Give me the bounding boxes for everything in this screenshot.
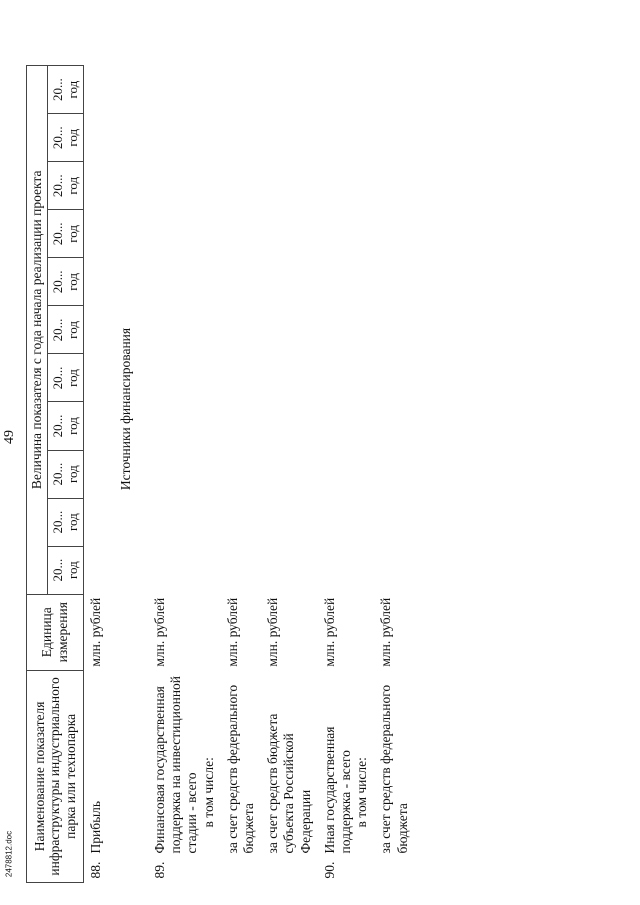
header-year: 20... год xyxy=(47,66,83,114)
row-number: 89. xyxy=(152,861,168,879)
row-name xyxy=(148,670,221,856)
header-year: 20... год xyxy=(47,402,83,450)
header-year: 20... год xyxy=(47,498,83,546)
row-name: Прибыль xyxy=(87,800,103,854)
row-number: 90. xyxy=(321,861,337,879)
row-name-text: Финансовая государственная поддержка на инвестиционной стадии - всего xyxy=(152,675,200,854)
header-year: 20... год xyxy=(47,162,83,210)
header-year: 20... год xyxy=(47,114,83,162)
table-row-90 xyxy=(318,66,375,883)
row-name: за счет средств федерального бюджета xyxy=(224,684,257,854)
header-year: 20... год xyxy=(47,306,83,354)
table-subrow xyxy=(221,66,261,883)
section-row xyxy=(108,66,148,883)
row-name: за счет средств федерального бюджета xyxy=(378,684,410,854)
page-number: 49 xyxy=(2,430,17,444)
row-unit: млн. рублей xyxy=(321,597,337,667)
header-year: 20... год xyxy=(47,258,83,306)
header-year: 20... год xyxy=(47,546,83,594)
row-subtitle: в том числе: xyxy=(354,757,370,828)
header-indicator-name: Наименование показателя инфраструктуры индустриального парка или технопарка xyxy=(27,670,84,882)
row-name-text: Иная государственная поддержка - всего xyxy=(321,726,353,854)
header-year: 20... год xyxy=(47,210,83,258)
row-name: за счет средств бюджета субъекта Российской Федерации xyxy=(265,713,313,854)
row-unit: млн. рублей xyxy=(265,597,281,667)
row-unit: млн. рублей xyxy=(87,597,103,667)
row-unit: млн. рублей xyxy=(378,597,394,667)
header-year: 20... год xyxy=(47,450,83,498)
document-code-text: 2478812.doc xyxy=(4,830,14,878)
header-value: Величина показателя с года начала реализации проекта xyxy=(27,66,48,595)
table-subrow xyxy=(374,66,414,883)
header-year: 20... год xyxy=(47,354,83,402)
row-subtitle: в том числе: xyxy=(200,757,216,828)
table-subrow xyxy=(261,66,318,883)
row-name xyxy=(318,670,375,856)
header-unit: Единица измерения xyxy=(27,594,84,670)
row-unit: млн. рублей xyxy=(152,597,168,667)
table-row-89 xyxy=(148,66,221,883)
table-row-88 xyxy=(83,66,108,883)
row-unit: млн. рублей xyxy=(224,597,240,667)
section-title: Источники финансирования xyxy=(117,327,133,491)
row-number: 88. xyxy=(87,861,103,879)
indicators-table xyxy=(26,65,415,883)
